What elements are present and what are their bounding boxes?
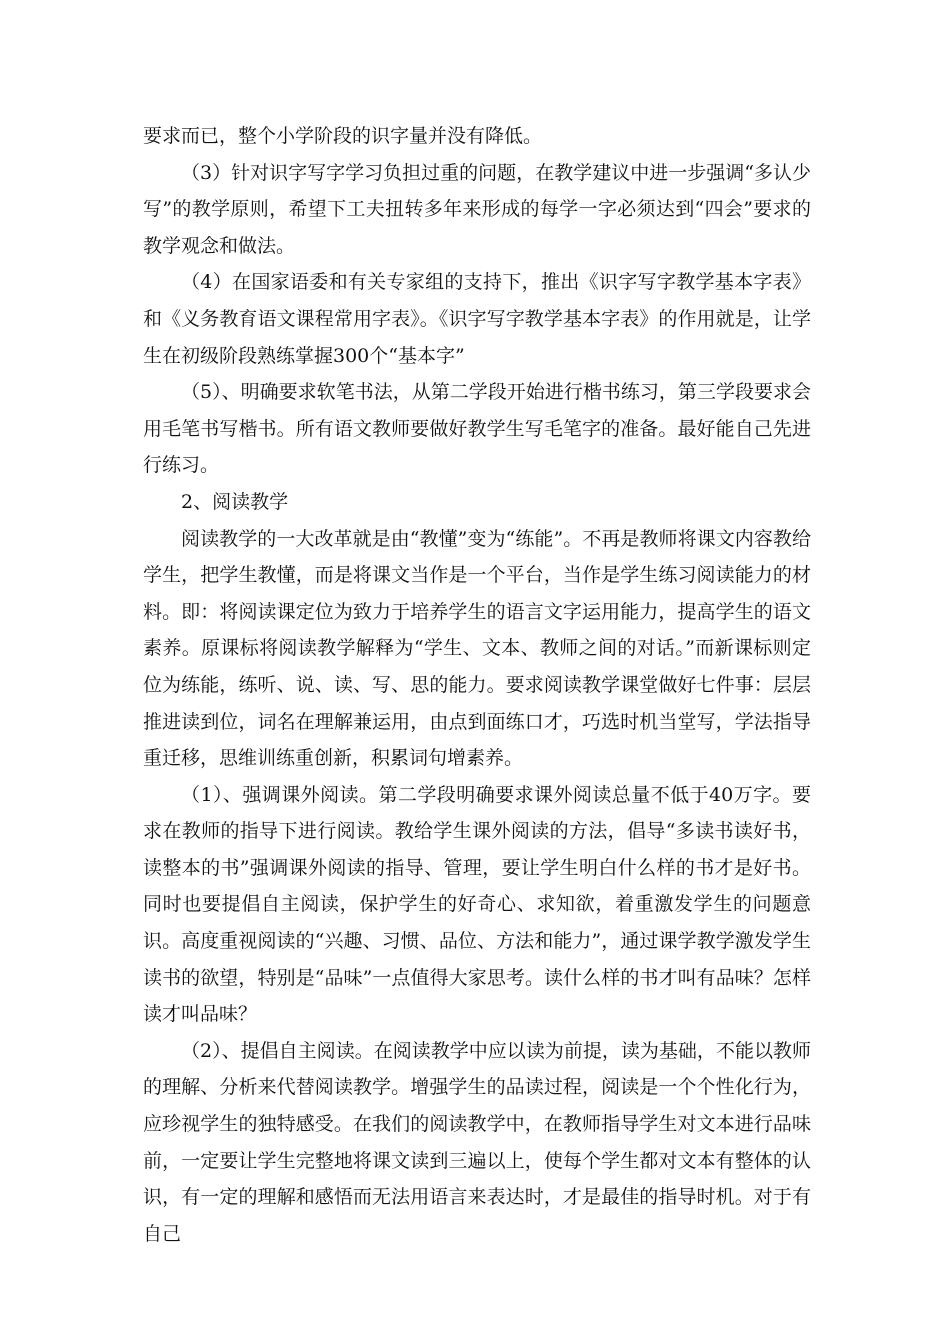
- document-body: [143, 118, 811, 1252]
- paragraph-continuation: 要求而已，整个小学阶段的识字量并没有降低。: [143, 125, 543, 147]
- paragraph-item-4: （4）在国家语委和有关专家组的支持下，推出《识字写字教学基本字表》和《义务教育语文课程常用字表》。《识字写字教学基本字表》的作用就是，让学生在初级阶段熟练掌握300个“基本字”: [143, 271, 811, 367]
- paragraph-reading-intro: 阅读教学的一大改革就是由“教懂”变为“练能”。不再是教师将课文内容教给学生，把学生教懂，而是将课文当作是一个平台，当作是学生练习阅读能力的材料。即：将阅读课定位为致力于培养学生的语言文字运用能力，提高学生的语文素养。原课标将阅读教学解释为“学生、文本、教师之间的对话。”而新课标则定位为练能，练听、说、读、写、思的能力。要求阅读教学课堂做好七件事：层层推进读到位，词名在理解兼运用，由点到面练口才，巧选时机当堂写，学法指导重迁移，思维训练重创新，积累词句增素养。: [143, 527, 811, 770]
- paragraph-item-5: （5）、明确要求软笔书法，从第二学段开始进行楷书练习，第三学段要求会用毛笔书写楷书。所有语文教师要做好教学生写毛笔字的准备。最好能自己先进行练习。: [143, 381, 811, 477]
- section-heading-reading: 2、阅读教学: [181, 490, 289, 513]
- paragraph-item-3: （3）针对识字写字学习负担过重的问题，在教学建议中进一步强调“多认少写”的教学原则，希望下工夫扭转多年来形成的每学一字必须达到“四会”要求的教学观念和做法。: [143, 161, 811, 257]
- paragraph-reading-item-2: （2）、提倡自主阅读。在阅读教学中应以读为前提，读为基础，不能以教师的理解、分析来代替阅读教学。增强学生的品读过程，阅读是一个个性化行为，应珍视学生的独特感受。在我们的阅读教学中，在教师指导学生对文本进行品味前，一定要让学生完整地将课文读到三遍以上，使每个学生都对文本有整体的认识，有一定的理解和感悟而无法用语言来表达时，才是最佳的指导时机。对于有自己: [143, 1039, 811, 1245]
- paragraph-reading-item-1: （1）、强调课外阅读。第二学段明确要求课外阅读总量不低于40万字。要求在教师的指导下进行阅读。教给学生课外阅读的方法，倡导“多读书读好书，读整本的书”强调课外阅读的指导、管理，要让学生明白什么样的书才是好书。同时也要提倡自主阅读，保护学生的好奇心、求知欲，着重激发学生的问题意识。高度重视阅读的“兴趣、习惯、品位、方法和能力”，通过课学教学激发学生读书的欲望，特别是“品味”一点值得大家思考。读什么样的书才叫有品味？怎样读才叫品味？: [143, 783, 811, 1026]
